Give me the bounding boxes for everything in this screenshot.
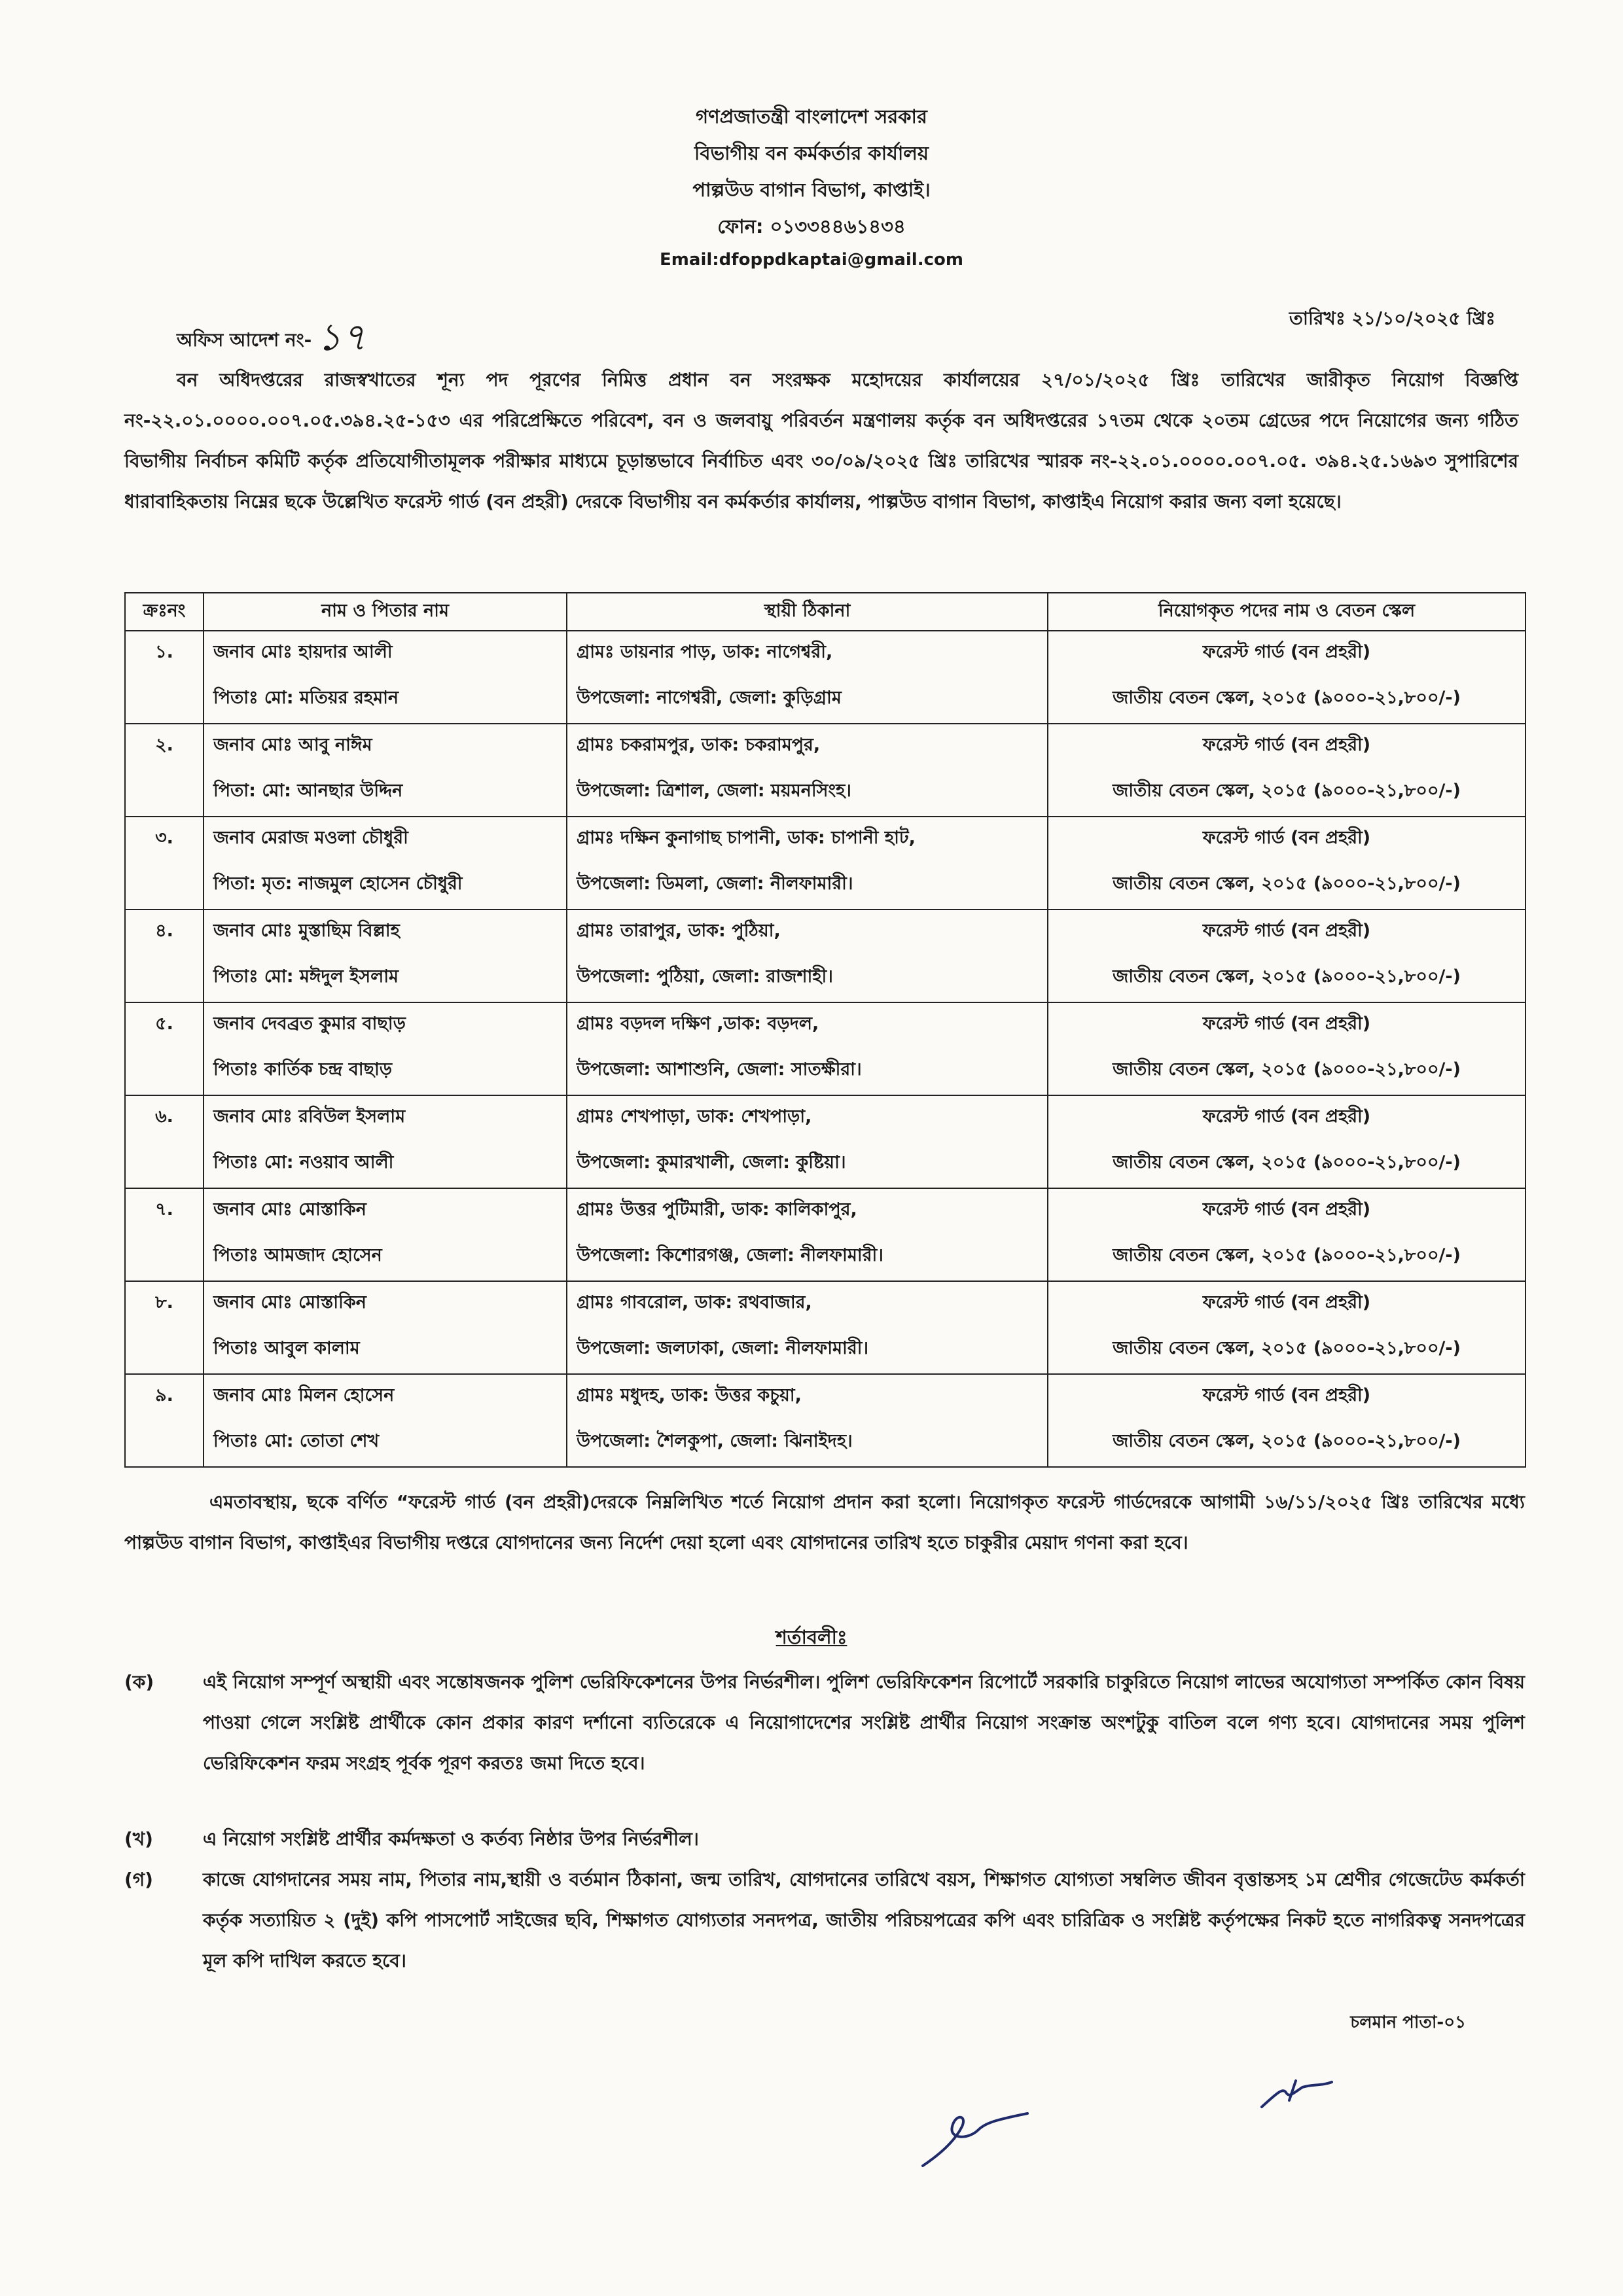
appointee-name: জনাব মোঃ মোস্তাকিন [213,1199,366,1220]
order-row [177,298,1495,359]
address-line-1: গ্রামঃ চকরামপুর, ডাক: চকরামপুর, [577,735,821,755]
post-name: ফরেস্ট গার্ড (বন প্রহরী) [1202,1292,1371,1313]
appointee-name: জনাব মোঃ মোস্তাকিন [213,1292,366,1313]
condition-kha [124,1819,1525,1860]
address-cell [567,1002,1048,1095]
serial-cell: ১. [125,631,204,724]
continued-page-note: চলমান পাতা-০১ [1350,2013,1466,2032]
intro-paragraph: বন অধিদপ্তরের রাজস্বখাতের শূন্য পদ পূরণের নিমিত্ত প্রধান বন সংরক্ষক মহোদয়ের কার্যালয়ের ২৭/০১/২০২৫ খ্রিঃ তারিখের জারীকৃত নিয়োগ বিজ্ঞপ্তি নং-২২.০১.০০০০.০০৭.০৫.৩৯৪.২৫-১৫৩ এর পরিপ্রেক্ষিতে পরিবেশ, বন ও জলবায়ু পরিবর্তন মন্ত্রণালয় কর্তৃক বন অধিদপ্তরের ১৭তম থেকে ২০তম গ্রেডের পদে নিয়োগের জন্য গঠিত বিভাগীয় নির্বাচন কমিটি কর্তৃক প্রতিযোগীতামূলক পরীক্ষার মাধ্যমে চূড়ান্তভাবে নির্বাচিত এবং ৩০/০৯/২০২৫ খ্রিঃ তারিখের স্মারক নং-২২.০১.০০০০.০০৭.০৫. ৩৯৪.২৫.১৬৯৩ সুপারিশের ধারাবাহিকতায় নিম্নের ছকে উল্লেখিত ফরেস্ট গার্ড (বন প্রহরী) দেরকে বিভাগীয় বন কর্মকর্তার কার্যালয়, পাল্পউড বাগান বিভাগ, কাপ্তাইএ নিয়োগ করার জন্য বলা হয়েছে। [124,369,1518,512]
division-title: পাল্পউড বাগান বিভাগ, কাপ্তাই। [692,179,931,201]
father-name: পিতাঃ আবুল কালাম [213,1338,360,1358]
serial-cell: ৯. [125,1374,204,1467]
post-name: ফরেস্ট গার্ড (বন প্রহরী) [1202,828,1371,848]
address-line-1: গ্রামঃ তারাপুর, ডাক: পুঠিয়া, [577,921,781,941]
father-name: পিতাঃ মো: মতিয়র রহমান [213,688,399,708]
table-row [125,910,1525,1002]
govt-title: গণপ্রজাতন্ত্রী বাংলাদেশ সরকার [696,105,927,128]
condition-mark: (গ) [124,1869,153,1890]
post-name: ফরেস্ট গার্ড (বন প্রহরী) [1202,1199,1371,1220]
appointee-name: জনাব মেরাজ মওলা চৌধুরী [213,828,408,848]
address-line-1: গ্রামঃ বড়দল দক্ষিণ ,ডাক: বড়দল, [577,1014,819,1034]
name-cell [204,1095,567,1188]
address-line-2: উপজেলা: শৈলকুপা, জেলা: ঝিনাইদহ। [577,1431,853,1451]
post-cell [1048,631,1525,724]
post-name: ফরেস্ট গার্ড (বন প্রহরী) [1202,735,1371,755]
address-cell [567,631,1048,724]
table-row [125,631,1525,724]
table-row [125,817,1525,910]
post-cell [1048,1188,1525,1281]
serial-cell: ২. [125,724,204,817]
email: Email:dfoppdkaptai@gmail.com [660,250,963,270]
father-name: পিতাঃ কার্তিক চন্দ্র বাছাড় [213,1059,393,1080]
office-order-number [177,304,366,368]
header-serial: ক্রঃনং [125,593,204,631]
order-number-handwritten: ১৭ [317,315,366,359]
signature-initial [1257,2068,1335,2120]
name-cell [204,1281,567,1374]
address-line-2: উপজেলা: কুমারখালী, জেলা: কুষ্টিয়া। [577,1152,846,1173]
address-cell [567,910,1048,1002]
address-line-1: গ্রামঃ ডায়নার পাড়, ডাক: নাগেশ্বরী, [577,642,833,662]
pay-scale: জাতীয় বেতন স্কেল, ২০১৫ (৯০০০-২১,৮০০/-) [1113,1059,1461,1080]
address-line-2: উপজেলা: আশাশুনি, জেলা: সাতক্ষীরা। [577,1059,862,1080]
order-date: তারিখঃ ২১/১০/২০২৫ খ্রিঃ [1289,308,1495,329]
pay-scale: জাতীয় বেতন স্কেল, ২০১৫ (৯০০০-২১,৮০০/-) [1113,688,1461,708]
instruction-paragraph: এমতাবস্থায়, ছকে বর্ণিত “ফরেস্ট গার্ড (বন প্রহরী)দেরকে নিম্নলিখিত শর্তে নিয়োগ প্রদান করা হলো। নিয়োগকৃত ফরেস্ট গার্ডদেরকে আগামী ১৬/১১/২০২৫ খ্রিঃ তারিখের মধ্যে পাল্পউড বাগান বিভাগ, কাপ্তাইএর বিভাগীয় দপ্তরে যোগদানের জন্য নির্দেশ দেয়া হলো এবং যোগদানের তারিখ হতে চাকুরীর মেয়াদ গণনা করা হবে। [124,1491,1525,1553]
name-cell [204,817,567,910]
name-cell [204,1374,567,1467]
serial-cell: ৮. [125,1281,204,1374]
address-line-2: উপজেলা: জলঢাকা, জেলা: নীলফামারী। [577,1338,869,1358]
name-cell [204,1002,567,1095]
address-line-2: উপজেলা: কিশোরগঞ্জ, জেলা: নীলফামারী। [577,1245,883,1265]
post-name: ফরেস্ট গার্ড (বন প্রহরী) [1202,921,1371,941]
header-post: নিয়োগকৃত পদের নাম ও বেতন স্কেল [1048,593,1525,631]
signature-mark [916,2100,1034,2172]
address-line-1: গ্রামঃ দক্ষিন কুনাগাছ চাপানী, ডাক: চাপানী হাট, [577,828,916,848]
address-line-2: উপজেলা: ত্রিশাল, জেলা: ময়মনসিংহ। [577,781,851,801]
pay-scale: জাতীয় বেতন স্কেল, ২০১৫ (৯০০০-২১,৮০০/-) [1113,1338,1461,1358]
post-cell [1048,1281,1525,1374]
address-cell [567,1188,1048,1281]
address-cell [567,1281,1048,1374]
appointee-name: জনাব মোঃ মিলন হোসেন [213,1385,395,1405]
letterhead [0,98,1623,275]
post-cell [1048,817,1525,910]
pay-scale: জাতীয় বেতন স্কেল, ২০১৫ (৯০০০-২১,৮০০/-) [1113,1245,1461,1265]
post-cell [1048,1095,1525,1188]
condition-text: এ নিয়োগ সংশ্লিষ্ট প্রার্থীর কর্মদক্ষতা ও কর্তব্য নিষ্ঠার উপর নির্ভরশীল। [203,1828,699,1850]
condition-text: কাজে যোগদানের সময় নাম, পিতার নাম,স্থায়ী ও বর্তমান ঠিকানা, জন্ম তারিখ, যোগদানের তারিখে বয়স, শিক্ষাগত যোগ্যতা সম্বলিত জীবন বৃত্তান্তসহ ১ম শ্রেণীর গেজেটেড কর্মকর্তা কর্তৃক সত্যায়িত ২ (দুই) কপি পাসপোর্ট সাইজের ছবি, শিক্ষাগত যোগ্যতার সনদপত্র, জাতীয় পরিচয়পত্রের কপি এবং চারিত্রিক ও সংশ্লিষ্ট কর্তৃপক্ষের নিকট হতে নাগরিকত্ব সনদপত্রের মূল কপি দাখিল করতে হবে। [203,1869,1525,1971]
father-name: পিতা: মো: আনছার উদ্দিন [213,781,403,801]
appointee-name: জনাব মোঃ হায়দার আলী [213,642,393,662]
address-cell [567,817,1048,910]
appointee-name: জনাব দেবব্রত কুমার বাছাড় [213,1014,406,1034]
pay-scale: জাতীয় বেতন স্কেল, ২০১৫ (৯০০০-২১,৮০০/-) [1113,966,1461,987]
post-cell [1048,1374,1525,1467]
serial-cell: ৫. [125,1002,204,1095]
table-row [125,1374,1525,1467]
pay-scale: জাতীয় বেতন স্কেল, ২০১৫ (৯০০০-২১,৮০০/-) [1113,1431,1461,1451]
post-cell [1048,724,1525,817]
table-row [125,1188,1525,1281]
address-cell [567,724,1048,817]
address-line-1: গ্রামঃ উত্তর পুটিমারী, ডাক: কালিকাপুর, [577,1199,857,1220]
header-name: নাম ও পিতার নাম [204,593,567,631]
father-name: পিতাঃ মো: তোতা শেখ [213,1431,380,1451]
address-line-2: উপজেলা: নাগেশ্বরী, জেলা: কুড়িগ্রাম [577,688,842,708]
phone: ফোন: ০১৩৩৪৪৬১৪৩৪ [717,215,906,238]
signature-officer [916,2100,1034,2172]
pay-scale: জাতীয় বেতন স্কেল, ২০১৫ (৯০০০-২১,৮০০/-) [1113,781,1461,801]
serial-cell: ৭. [125,1188,204,1281]
condition-mark: (খ) [124,1828,153,1850]
father-name: পিতা: মৃত: নাজমুল হোসেন চৌধুরী [213,874,463,894]
table-row [125,724,1525,817]
address-cell [567,1374,1048,1467]
table-header-row [125,593,1525,631]
serial-cell: ৬. [125,1095,204,1188]
name-cell [204,631,567,724]
pay-scale: জাতীয় বেতন স্কেল, ২০১৫ (৯০০০-২১,৮০০/-) [1113,1152,1461,1173]
post-cell [1048,1002,1525,1095]
address-line-2: উপজেলা: পুঠিয়া, জেলা: রাজশাহী। [577,966,833,987]
serial-cell: ৪. [125,910,204,1002]
appointee-table [124,592,1526,1468]
father-name: পিতাঃ আমজাদ হোসেন [213,1245,382,1265]
address-line-1: গ্রামঃ গাবরোল, ডাক: রথবাজার, [577,1292,812,1313]
pay-scale: জাতীয় বেতন স্কেল, ২০১৫ (৯০০০-২১,৮০০/-) [1113,874,1461,894]
condition-mark: (ক) [124,1671,154,1693]
header-address: স্থায়ী ঠিকানা [567,593,1048,631]
office-title: বিভাগীয় বন কর্মকর্তার কার্যালয় [694,142,929,164]
signature-mark [1257,2068,1335,2120]
table-row [125,1281,1525,1374]
address-line-1: গ্রামঃ শেখপাড়া, ডাক: শেখপাড়া, [577,1106,812,1127]
father-name: পিতাঃ মো: নওয়াব আলী [213,1152,394,1173]
post-name: ফরেস্ট গার্ড (বন প্রহরী) [1202,642,1371,662]
order-label: অফিস আদেশ নং- [177,329,312,351]
condition-ka [124,1662,1525,1784]
address-line-2: উপজেলা: ডিমলা, জেলা: নীলফামারী। [577,874,853,894]
name-cell [204,910,567,1002]
post-name: ফরেস্ট গার্ড (বন প্রহরী) [1202,1014,1371,1034]
table-row [125,1095,1525,1188]
post-cell [1048,910,1525,1002]
condition-ga [124,1860,1525,1981]
name-cell [204,1188,567,1281]
father-name: পিতাঃ মো: মঈদুল ইসলাম [213,966,399,987]
serial-cell: ৩. [125,817,204,910]
address-line-1: গ্রামঃ মধুদহ, ডাক: উত্তর কচুয়া, [577,1385,802,1405]
post-name: ফরেস্ট গার্ড (বন প্রহরী) [1202,1106,1371,1127]
name-cell [204,724,567,817]
post-name: ফরেস্ট গার্ড (বন প্রহরী) [1202,1385,1371,1405]
appointee-name: জনাব মোঃ আবু নাঈম [213,735,372,755]
conditions-title: শর্তাবলীঃ [776,1626,847,1648]
table-row [125,1002,1525,1095]
address-cell [567,1095,1048,1188]
condition-text: এই নিয়োগ সম্পূর্ণ অস্থায়ী এবং সন্তোষজনক পুলিশ ভেরিফিকেশনের উপর নির্ভরশীল। পুলিশ ভেরিফিকেশন রিপোর্টে সরকারি চাকুরিতে নিয়োগ লাভের অযোগ্যতা সম্পর্কিত কোন বিষয় পাওয়া গেলে সংশ্লিষ্ট প্রার্থীকে কোন প্রকার কারণ দর্শানো ব্যতিরেকে এ নিয়োগাদেশের সংশ্লিষ্ট প্রার্থীর নিয়োগ সংক্রান্ত অংশটুকু বাতিল বলে গণ্য হবে। যোগদানের সময় পুলিশ ভেরিফিকেশন ফরম সংগ্রহ পূর্বক পূরণ করতঃ জমা দিতে হবে। [203,1671,1525,1774]
appointee-name: জনাব মোঃ রবিউল ইসলাম [213,1106,406,1127]
appointee-name: জনাব মোঃ মুস্তাছিম বিল্লাহ [213,921,400,941]
